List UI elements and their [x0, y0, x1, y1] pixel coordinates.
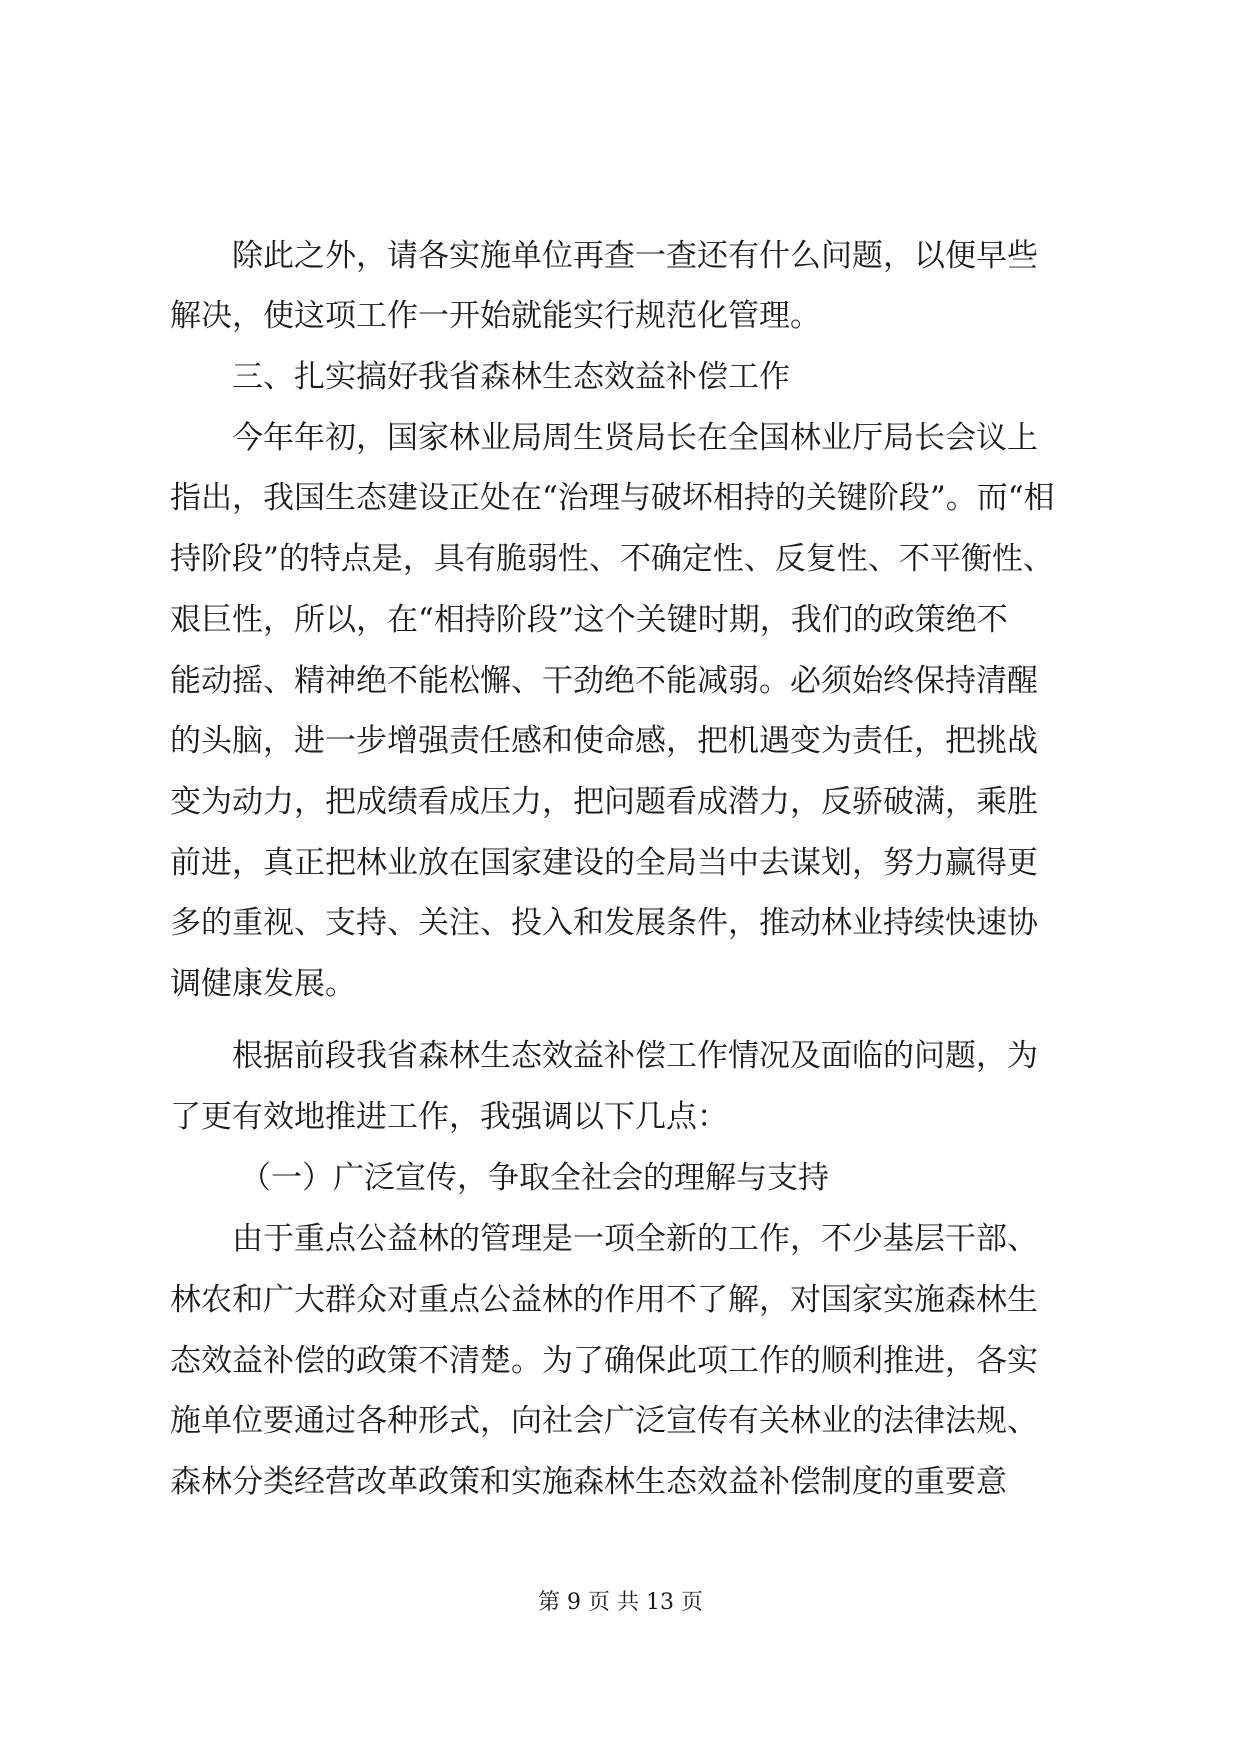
paragraph-text: 施单位要通过各种形式，向社会广泛宣传有关林业的法律法规、	[170, 1403, 1038, 1439]
paragraph-text: 持阶段”的特点是，具有脆弱性、不确定性、反复性、不平衡性、	[170, 541, 1054, 577]
subsection-heading-text: （一）广泛宣传，争取全社会的理解与支持	[240, 1160, 829, 1196]
paragraph-text: 前进，真正把林业放在国家建设的全局当中去谋划，努力赢得更	[170, 845, 1038, 881]
paragraph-text: 调健康发展。	[170, 966, 356, 1002]
section-heading-text: 三、扎实搞好我省森林生态效益补偿工作	[232, 359, 790, 395]
paragraph-text: 态效益补偿的政策不清楚。为了确保此项工作的顺利推进，各实	[170, 1343, 1038, 1379]
paragraph-text: 了更有效地推进工作，我强调以下几点：	[170, 1099, 728, 1135]
paragraph-text: 的头脑，进一步增强责任感和使命感，把机遇变为责任，把挑战	[170, 723, 1038, 759]
page-footer	[0, 1588, 1241, 1618]
paragraph-text: 多的重视、支持、关注、投入和发展条件，推动林业持续快速协	[170, 905, 1038, 941]
paragraph-text: 森林分类经营改革政策和实施森林生态效益补偿制度的重要意	[170, 1464, 1007, 1500]
paragraph-text: 根据前段我省森林生态效益补偿工作情况及面临的问题，为	[232, 1038, 1038, 1074]
paragraph-text: 林农和广大群众对重点公益林的作用不了解，对国家实施森林生	[170, 1282, 1038, 1318]
paragraph-text: 除此之外，请各实施单位再查一查还有什么问题，以便早些	[232, 238, 1038, 274]
paragraph-text: 变为动力，把成绩看成压力，把问题看成潜力，反骄破满，乘胜	[170, 784, 1038, 820]
page-number-indicator: 第 9 页 共 13 页	[538, 1590, 703, 1615]
paragraph-text: 今年年初，国家林业局周生贤局长在全国林业厅局长会议上	[232, 420, 1038, 456]
paragraph-text: 艰巨性，所以，在“相持阶段”这个关键时期，我们的政策绝不	[170, 602, 1008, 638]
paragraph-text: 能动摇、精神绝不能松懈、干劲绝不能减弱。必须始终保持清醒	[170, 663, 1038, 699]
paragraph-text: 由于重点公益林的管理是一项全新的工作，不少基层干部、	[232, 1221, 1038, 1257]
paragraph-text: 指出，我国生态建设正处在“治理与破坏相持的关键阶段”。而“相	[170, 480, 1055, 516]
paragraph-text: 解决，使这项工作一开始就能实行规范化管理。	[170, 298, 821, 334]
